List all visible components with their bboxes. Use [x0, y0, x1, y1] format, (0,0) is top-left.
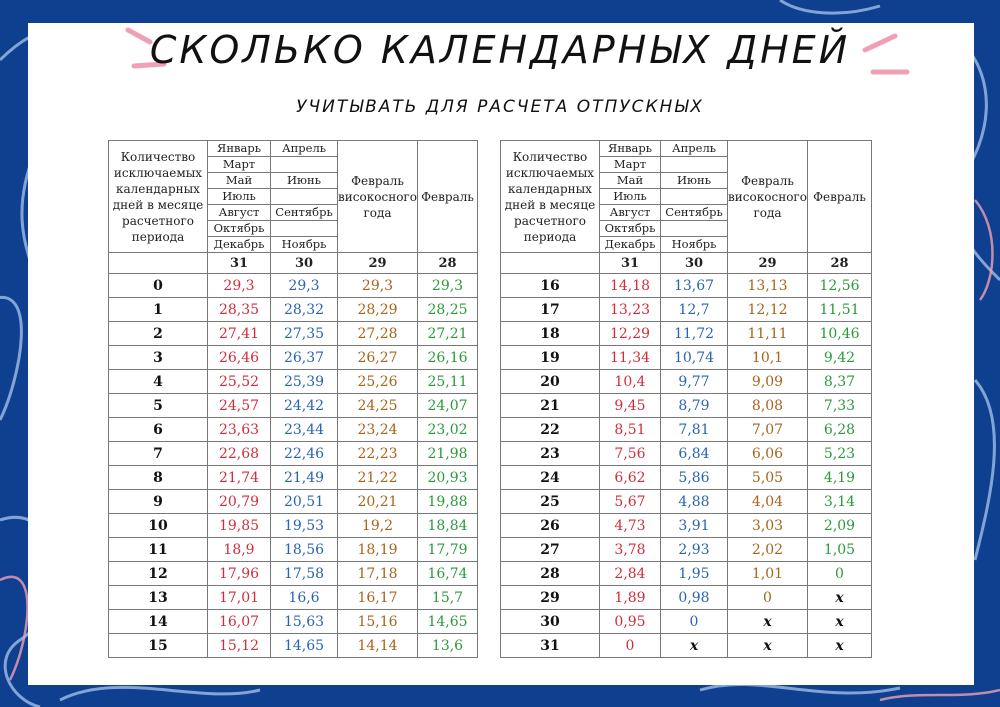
- table-row: [109, 466, 478, 490]
- table-row: [109, 538, 478, 562]
- table-row: [109, 490, 478, 514]
- excluded-days-cell: 24: [501, 466, 600, 490]
- value-31-cell: 9,45: [600, 394, 661, 418]
- value-29-cell: x: [728, 610, 808, 634]
- value-29-cell: 22,23: [338, 442, 418, 466]
- value-31-cell: 25,52: [208, 370, 271, 394]
- value-29-cell: 0: [728, 586, 808, 610]
- header-feb: Февраль: [418, 141, 478, 253]
- value-31-cell: 15,12: [208, 634, 271, 658]
- value-30-cell: 21,49: [271, 466, 338, 490]
- days-header: 31: [208, 253, 271, 274]
- table-row: [501, 418, 872, 442]
- value-29-cell: 26,27: [338, 346, 418, 370]
- month-label: Март: [600, 157, 661, 173]
- value-30-cell: 5,86: [661, 466, 728, 490]
- value-29-cell: x: [728, 634, 808, 658]
- month-label: Сентябрь: [271, 205, 338, 221]
- excluded-days-cell: 23: [501, 442, 600, 466]
- excluded-days-cell: 27: [501, 538, 600, 562]
- value-28-cell: 0: [808, 562, 872, 586]
- header-row-label: Количество исключаемых календарных дней в месяце расчетного периода: [501, 141, 600, 253]
- value-31-cell: 0: [600, 634, 661, 658]
- excluded-days-cell: 6: [109, 418, 208, 442]
- value-28-cell: 9,42: [808, 346, 872, 370]
- value-30-cell: 2,93: [661, 538, 728, 562]
- value-31-cell: 13,23: [600, 298, 661, 322]
- value-31-cell: 29,3: [208, 274, 271, 298]
- value-28-cell: x: [808, 634, 872, 658]
- value-31-cell: 27,41: [208, 322, 271, 346]
- month-label: Декабрь: [208, 237, 271, 253]
- value-30-cell: 9,77: [661, 370, 728, 394]
- value-28-cell: 2,09: [808, 514, 872, 538]
- table-row: [109, 634, 478, 658]
- header-row-label: Количество исключаемых календарных дней в месяце расчетного периода: [109, 141, 208, 253]
- excluded-days-cell: 3: [109, 346, 208, 370]
- value-29-cell: 16,17: [338, 586, 418, 610]
- excluded-days-cell: 12: [109, 562, 208, 586]
- value-31-cell: 26,46: [208, 346, 271, 370]
- value-31-cell: 18,9: [208, 538, 271, 562]
- value-30-cell: 3,91: [661, 514, 728, 538]
- value-28-cell: 19,88: [418, 490, 478, 514]
- excluded-days-cell: 4: [109, 370, 208, 394]
- table-row: [501, 322, 872, 346]
- days-header: 28: [418, 253, 478, 274]
- value-30-cell: 16,6: [271, 586, 338, 610]
- value-29-cell: 24,25: [338, 394, 418, 418]
- value-30-cell: 11,72: [661, 322, 728, 346]
- value-29-cell: 14,14: [338, 634, 418, 658]
- value-31-cell: 17,01: [208, 586, 271, 610]
- table-row: [501, 442, 872, 466]
- value-30-cell: 27,35: [271, 322, 338, 346]
- excluded-days-cell: 16: [501, 274, 600, 298]
- excluded-days-cell: 30: [501, 610, 600, 634]
- excluded-days-cell: 18: [501, 322, 600, 346]
- value-31-cell: 19,85: [208, 514, 271, 538]
- month-label: Апрель: [661, 141, 728, 157]
- table-row: [109, 586, 478, 610]
- value-28-cell: 3,14: [808, 490, 872, 514]
- value-29-cell: 17,18: [338, 562, 418, 586]
- header-feb: Февраль: [808, 141, 872, 253]
- value-30-cell: 0,98: [661, 586, 728, 610]
- value-28-cell: 24,07: [418, 394, 478, 418]
- excluded-days-cell: 26: [501, 514, 600, 538]
- month-label: Август: [208, 205, 271, 221]
- value-28-cell: 12,56: [808, 274, 872, 298]
- value-28-cell: 29,3: [418, 274, 478, 298]
- value-31-cell: 12,29: [600, 322, 661, 346]
- value-28-cell: 13,6: [418, 634, 478, 658]
- value-29-cell: 9,09: [728, 370, 808, 394]
- value-29-cell: 15,16: [338, 610, 418, 634]
- month-label: Сентябрь: [661, 205, 728, 221]
- table-row: [109, 610, 478, 634]
- table-row: [501, 466, 872, 490]
- value-29-cell: 25,26: [338, 370, 418, 394]
- value-29-cell: 20,21: [338, 490, 418, 514]
- value-30-cell: 10,74: [661, 346, 728, 370]
- days-header: 30: [661, 253, 728, 274]
- table-row: [109, 298, 478, 322]
- table-row: [501, 634, 872, 658]
- value-29-cell: 21,22: [338, 466, 418, 490]
- month-label: Май: [208, 173, 271, 189]
- value-30-cell: 12,7: [661, 298, 728, 322]
- value-28-cell: 7,33: [808, 394, 872, 418]
- month-label: Октябрь: [600, 221, 661, 237]
- days-header: 31: [600, 253, 661, 274]
- value-29-cell: 4,04: [728, 490, 808, 514]
- value-30-cell: 17,58: [271, 562, 338, 586]
- value-30-cell: 28,32: [271, 298, 338, 322]
- table-row: [109, 442, 478, 466]
- value-29-cell: 13,13: [728, 274, 808, 298]
- excluded-days-cell: 14: [109, 610, 208, 634]
- table-row: [501, 394, 872, 418]
- excluded-days-cell: 0: [109, 274, 208, 298]
- value-30-cell: 20,51: [271, 490, 338, 514]
- days-header: 30: [271, 253, 338, 274]
- table-row: [109, 346, 478, 370]
- value-31-cell: 11,34: [600, 346, 661, 370]
- month-label: Июль: [600, 189, 661, 205]
- vacation-days-table-left: [108, 140, 478, 658]
- month-label: Ноябрь: [271, 237, 338, 253]
- value-28-cell: 28,25: [418, 298, 478, 322]
- table-row: [501, 562, 872, 586]
- value-30-cell: 23,44: [271, 418, 338, 442]
- excluded-days-cell: 11: [109, 538, 208, 562]
- table-row: [501, 586, 872, 610]
- month-label: Июнь: [271, 173, 338, 189]
- excluded-days-cell: 17: [501, 298, 600, 322]
- value-29-cell: 1,01: [728, 562, 808, 586]
- value-29-cell: 5,05: [728, 466, 808, 490]
- value-31-cell: 1,89: [600, 586, 661, 610]
- value-31-cell: 20,79: [208, 490, 271, 514]
- days-header: 28: [808, 253, 872, 274]
- month-label: Ноябрь: [661, 237, 728, 253]
- value-28-cell: 27,21: [418, 322, 478, 346]
- value-30-cell: 29,3: [271, 274, 338, 298]
- value-28-cell: 23,02: [418, 418, 478, 442]
- value-31-cell: 4,73: [600, 514, 661, 538]
- excluded-days-cell: 13: [109, 586, 208, 610]
- excluded-days-cell: 9: [109, 490, 208, 514]
- value-31-cell: 23,63: [208, 418, 271, 442]
- page-subtitle: УЧИТЫВАТЬ ДЛЯ РАСЧЕТА ОТПУСКНЫХ: [296, 97, 704, 117]
- value-30-cell: 25,39: [271, 370, 338, 394]
- value-31-cell: 2,84: [600, 562, 661, 586]
- month-label: Октябрь: [208, 221, 271, 237]
- vacation-days-table-right: [500, 140, 872, 658]
- value-29-cell: 2,02: [728, 538, 808, 562]
- value-28-cell: x: [808, 610, 872, 634]
- excluded-days-cell: 29: [501, 586, 600, 610]
- table-row: [501, 610, 872, 634]
- value-31-cell: 28,35: [208, 298, 271, 322]
- value-28-cell: 8,37: [808, 370, 872, 394]
- value-30-cell: 22,46: [271, 442, 338, 466]
- header-feb-leap: Февраль високосного года: [728, 141, 808, 253]
- value-28-cell: x: [808, 586, 872, 610]
- table-row: [109, 322, 478, 346]
- excluded-days-cell: 19: [501, 346, 600, 370]
- value-28-cell: 15,7: [418, 586, 478, 610]
- table-row: [109, 370, 478, 394]
- value-29-cell: 12,12: [728, 298, 808, 322]
- value-31-cell: 14,18: [600, 274, 661, 298]
- excluded-days-cell: 2: [109, 322, 208, 346]
- excluded-days-cell: 22: [501, 418, 600, 442]
- month-label: Апрель: [271, 141, 338, 157]
- days-header: 29: [728, 253, 808, 274]
- value-31-cell: 24,57: [208, 394, 271, 418]
- table-row: [501, 514, 872, 538]
- table-row: [501, 346, 872, 370]
- value-28-cell: 4,19: [808, 466, 872, 490]
- table-body: [109, 274, 478, 658]
- table-row: [501, 298, 872, 322]
- value-29-cell: 23,24: [338, 418, 418, 442]
- value-30-cell: 6,84: [661, 442, 728, 466]
- value-28-cell: 17,79: [418, 538, 478, 562]
- value-29-cell: 28,29: [338, 298, 418, 322]
- excluded-days-cell: 5: [109, 394, 208, 418]
- value-28-cell: 21,98: [418, 442, 478, 466]
- value-30-cell: 15,63: [271, 610, 338, 634]
- table-row: [109, 562, 478, 586]
- month-label: Январь: [600, 141, 661, 157]
- excluded-days-cell: 28: [501, 562, 600, 586]
- table-row: [501, 274, 872, 298]
- value-31-cell: 7,56: [600, 442, 661, 466]
- value-29-cell: 8,08: [728, 394, 808, 418]
- excluded-days-cell: 31: [501, 634, 600, 658]
- value-30-cell: 8,79: [661, 394, 728, 418]
- table-body: [501, 274, 872, 658]
- value-29-cell: 10,1: [728, 346, 808, 370]
- page-title: СКОЛЬКО КАЛЕНДАРНЫХ ДНЕЙ: [149, 28, 851, 72]
- value-28-cell: 1,05: [808, 538, 872, 562]
- value-30-cell: 24,42: [271, 394, 338, 418]
- excluded-days-cell: 20: [501, 370, 600, 394]
- value-30-cell: 18,56: [271, 538, 338, 562]
- header-feb-leap: Февраль високосного года: [338, 141, 418, 253]
- value-30-cell: 7,81: [661, 418, 728, 442]
- value-28-cell: 11,51: [808, 298, 872, 322]
- value-30-cell: 0: [661, 610, 728, 634]
- month-label: Май: [600, 173, 661, 189]
- value-29-cell: 11,11: [728, 322, 808, 346]
- value-28-cell: 16,74: [418, 562, 478, 586]
- value-28-cell: 5,23: [808, 442, 872, 466]
- month-label: Июнь: [661, 173, 728, 189]
- value-31-cell: 16,07: [208, 610, 271, 634]
- value-31-cell: 17,96: [208, 562, 271, 586]
- value-30-cell: 4,88: [661, 490, 728, 514]
- value-31-cell: 0,95: [600, 610, 661, 634]
- table-row: [501, 538, 872, 562]
- value-29-cell: 18,19: [338, 538, 418, 562]
- value-29-cell: 6,06: [728, 442, 808, 466]
- month-label: Декабрь: [600, 237, 661, 253]
- table-row: [109, 418, 478, 442]
- value-29-cell: 7,07: [728, 418, 808, 442]
- value-28-cell: 14,65: [418, 610, 478, 634]
- value-31-cell: 8,51: [600, 418, 661, 442]
- value-29-cell: 19,2: [338, 514, 418, 538]
- value-29-cell: 3,03: [728, 514, 808, 538]
- month-label: Январь: [208, 141, 271, 157]
- value-28-cell: 25,11: [418, 370, 478, 394]
- value-29-cell: 29,3: [338, 274, 418, 298]
- month-label: Август: [600, 205, 661, 221]
- excluded-days-cell: 25: [501, 490, 600, 514]
- value-30-cell: x: [661, 634, 728, 658]
- excluded-days-cell: 7: [109, 442, 208, 466]
- table-row: [109, 274, 478, 298]
- excluded-days-cell: 1: [109, 298, 208, 322]
- table-row: [501, 490, 872, 514]
- value-28-cell: 26,16: [418, 346, 478, 370]
- value-30-cell: 26,37: [271, 346, 338, 370]
- value-31-cell: 10,4: [600, 370, 661, 394]
- table-row: [109, 514, 478, 538]
- value-31-cell: 6,62: [600, 466, 661, 490]
- value-30-cell: 14,65: [271, 634, 338, 658]
- excluded-days-cell: 8: [109, 466, 208, 490]
- value-31-cell: 22,68: [208, 442, 271, 466]
- value-28-cell: 10,46: [808, 322, 872, 346]
- days-header: 29: [338, 253, 418, 274]
- value-28-cell: 6,28: [808, 418, 872, 442]
- value-31-cell: 5,67: [600, 490, 661, 514]
- value-31-cell: 3,78: [600, 538, 661, 562]
- excluded-days-cell: 10: [109, 514, 208, 538]
- month-label: Июль: [208, 189, 271, 205]
- value-30-cell: 13,67: [661, 274, 728, 298]
- month-label: Март: [208, 157, 271, 173]
- value-28-cell: 20,93: [418, 466, 478, 490]
- value-29-cell: 27,28: [338, 322, 418, 346]
- value-30-cell: 1,95: [661, 562, 728, 586]
- table-row: [501, 370, 872, 394]
- value-30-cell: 19,53: [271, 514, 338, 538]
- value-28-cell: 18,84: [418, 514, 478, 538]
- excluded-days-cell: 21: [501, 394, 600, 418]
- table-row: [109, 394, 478, 418]
- excluded-days-cell: 15: [109, 634, 208, 658]
- value-31-cell: 21,74: [208, 466, 271, 490]
